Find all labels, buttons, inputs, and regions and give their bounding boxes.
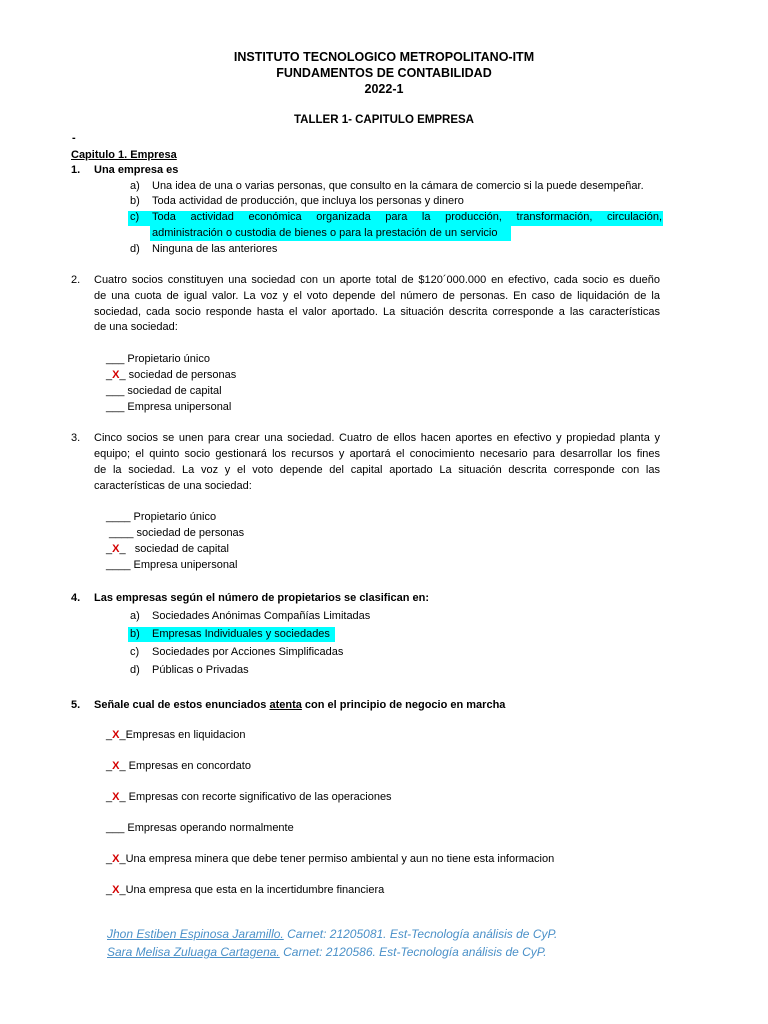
dash-mark: - [72,132,76,144]
q2-option-2: _X_ sociedad de personas [106,369,237,381]
q4-option-b: Empresas Individuales y sociedades [152,628,330,640]
x-mark: X [112,791,120,803]
author-2: Sara Melisa Zuluaga Cartagena. Carnet: 2120586. Est-Tecnología análisis de CyP. [107,945,547,959]
q4-option-c: Sociedades por Acciones Simplificadas [152,646,344,658]
q1-option-b: Toda actividad de producción, que incluya los personas y dinero [152,195,464,207]
q3-line-3: de la sociedad. La voz y el voto depende del capital aportado La situación descrita corresponde con las [94,464,660,476]
author-1-name: Jhon Estiben Espinosa Jaramillo. [107,927,284,941]
q2-option-3: ___ sociedad de capital [106,385,222,397]
q4-option-a-letter: a) [130,610,140,622]
q2-number: 2. [71,274,81,286]
author-1: Jhon Estiben Espinosa Jaramillo. Carnet: 21205081. Est-Tecnología análisis de CyP. [107,927,558,941]
q2-line-3: sociedad, cada socio responde hasta el valor aportado. La situación descrita corresponde a las características [94,306,660,318]
q1-option-c-letter: c) [130,211,140,223]
q3-option-2: ____ sociedad de personas [109,527,245,539]
q4-option-d-letter: d) [130,664,140,676]
q5-option-1: _X_Empresas en liquidacion [106,729,246,741]
q1-option-c-line1: Toda actividad económica organizada para la producción, transformación, circulación, [152,211,662,223]
q1-option-c-line2: administración o custodia de bienes o para la prestación de un servicio [152,227,498,239]
q2-option-4: ___ Empresa unipersonal [106,401,232,413]
x-mark: X [112,884,120,896]
q4-number: 4. [71,592,81,604]
q4-option-c-letter: c) [130,646,140,658]
q2-option-1: ___ Propietario único [106,353,210,365]
q1-option-d: Ninguna de las anteriores [152,243,278,255]
q3-line-4: características de una sociedad: [94,480,252,492]
q1-number: 1. [71,164,81,176]
q3-line-1: Cinco socios se unen para crear una sociedad. Cuatro de ellos hacen aportes en efectivo y propiedad planta y [94,432,660,444]
q4-option-b-letter: b) [130,628,140,640]
author-2-name: Sara Melisa Zuluaga Cartagena. [107,945,280,959]
header-institution: INSTITUTO TECNOLOGICO METROPOLITANO-ITM [233,50,535,64]
q4-option-d: Públicas o Privadas [152,664,249,676]
q3-option-1: ____ Propietario único [106,511,217,523]
q5-option-4: ___ Empresas operando normalmente [106,822,294,834]
q4-title: Las empresas según el número de propietarios se clasifican en: [94,592,430,604]
x-mark: X [112,853,120,865]
chapter-title: Capitulo 1. Empresa [71,149,177,161]
x-mark: X [112,369,120,381]
x-mark: X [112,760,120,772]
q3-option-3: _X_ sociedad de capital [106,543,229,555]
q1-title: Una empresa es [94,164,179,176]
header-period: 2022-1 [364,82,404,96]
taller-title: TALLER 1- CAPITULO EMPRESA [294,114,474,126]
q5-number: 5. [71,699,81,711]
x-mark: X [112,543,120,555]
q5-title: Señale cual de estos enunciados atenta con el principio de negocio en marcha [94,699,506,711]
q2-line-2: de una cuota de igual valor. La voz y el voto depende del número de personas. En caso de liquidación de la [94,290,660,302]
q5-option-2: _X_ Empresas en concordato [106,760,251,772]
q3-number: 3. [71,432,81,444]
q2-line-1: Cuatro socios constituyen una sociedad con un aporte total de $120´000.000 en efectivo, cada socio es dueño [94,274,660,286]
q3-line-2: equipo; el quinto socio gestionará los recursos y aportará el conocimiento necesario para desarrollar los fines [94,448,660,460]
x-mark: X [112,729,120,741]
q2-line-4: de una sociedad: [94,321,178,333]
q1-option-d-letter: d) [130,243,140,255]
header-course: FUNDAMENTOS DE CONTABILIDAD [276,66,492,80]
q1-option-a-letter: a) [130,180,140,192]
q1-option-a: Una idea de una o varias personas, que consulto en la cámara de comercio si la puede desempeñar. [152,180,644,192]
q3-option-4: ____ Empresa unipersonal [106,559,238,571]
q5-option-3: _X_ Empresas con recorte significativo de las operaciones [106,791,392,803]
q5-option-5: _X_Una empresa minera que debe tener permiso ambiental y aun no tiene esta informacion [106,853,555,865]
q5-option-6: _X_Una empresa que esta en la incertidumbre financiera [106,884,385,896]
q4-option-a: Sociedades Anónimas Compañías Limitadas [152,610,371,622]
q1-option-b-letter: b) [130,195,140,207]
